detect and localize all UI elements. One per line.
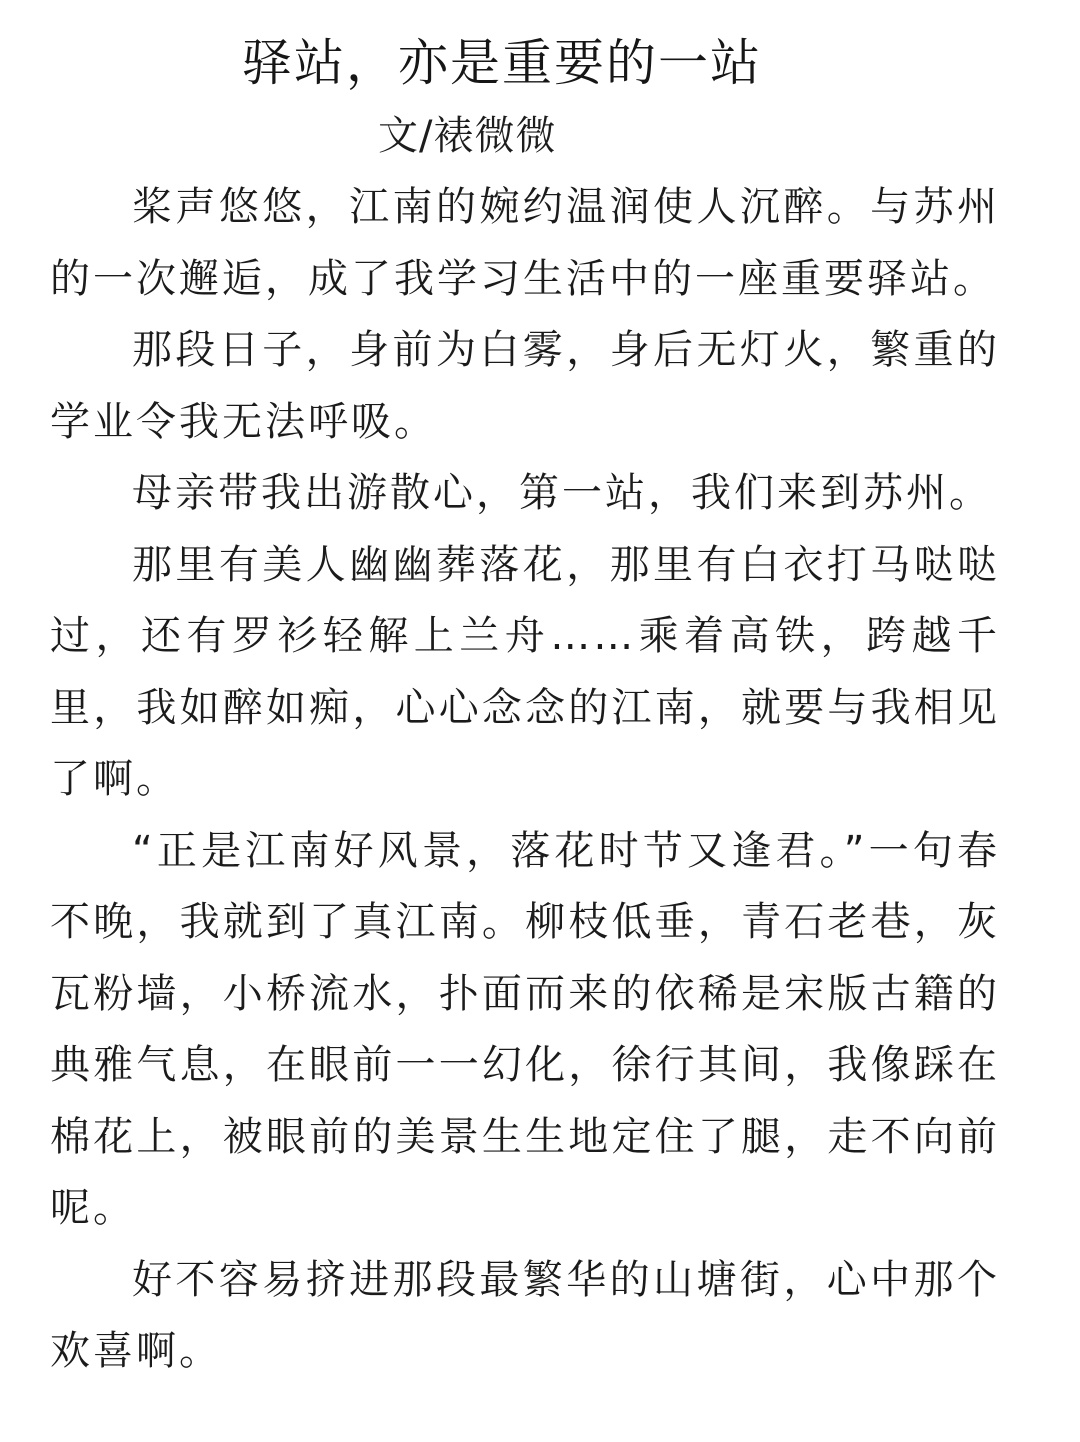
paragraph-4: 那里有美人幽幽葬落花，那里有白衣打马哒哒过，还有罗衫轻解上兰舟……乘着高铁，跨越千里，我如醉如痴，心心念念的江南，就要与我相见了啊。: [50, 541, 1000, 802]
paragraph-3: 母亲带我出游散心，第一站，我们来到苏州。: [132, 470, 992, 516]
article-body: [50, 172, 1000, 1388]
article-author: 文/裱微微: [378, 113, 557, 159]
paragraph-2: 那段日子，身前为白雾，身后无灯火，繁重的学业令我无法呼吸。: [50, 327, 1000, 445]
paragraph-1: 桨声悠悠，江南的婉约温润使人沉醉。与苏州的一次邂逅，成了我学习生活中的一座重要驿站。: [50, 184, 1000, 302]
article-title: 驿站，亦是重要的一站: [242, 34, 762, 92]
paragraph-5: “正是江南好风景，落花时节又逢君。”一句春不晚，我就到了真江南。柳枝低垂，青石老巷，灰瓦粉墙，小桥流水，扑面而来的依稀是宋版古籍的典雅气息，在眼前一一幻化，徐行其间，我像踩在棉花上，被眼前的美景生生地定住了腿，走不向前呢。: [50, 827, 1000, 1231]
paragraph-6: 好不容易挤进那段最繁华的山塘街，心中那个欢喜啊。: [50, 1256, 1000, 1374]
